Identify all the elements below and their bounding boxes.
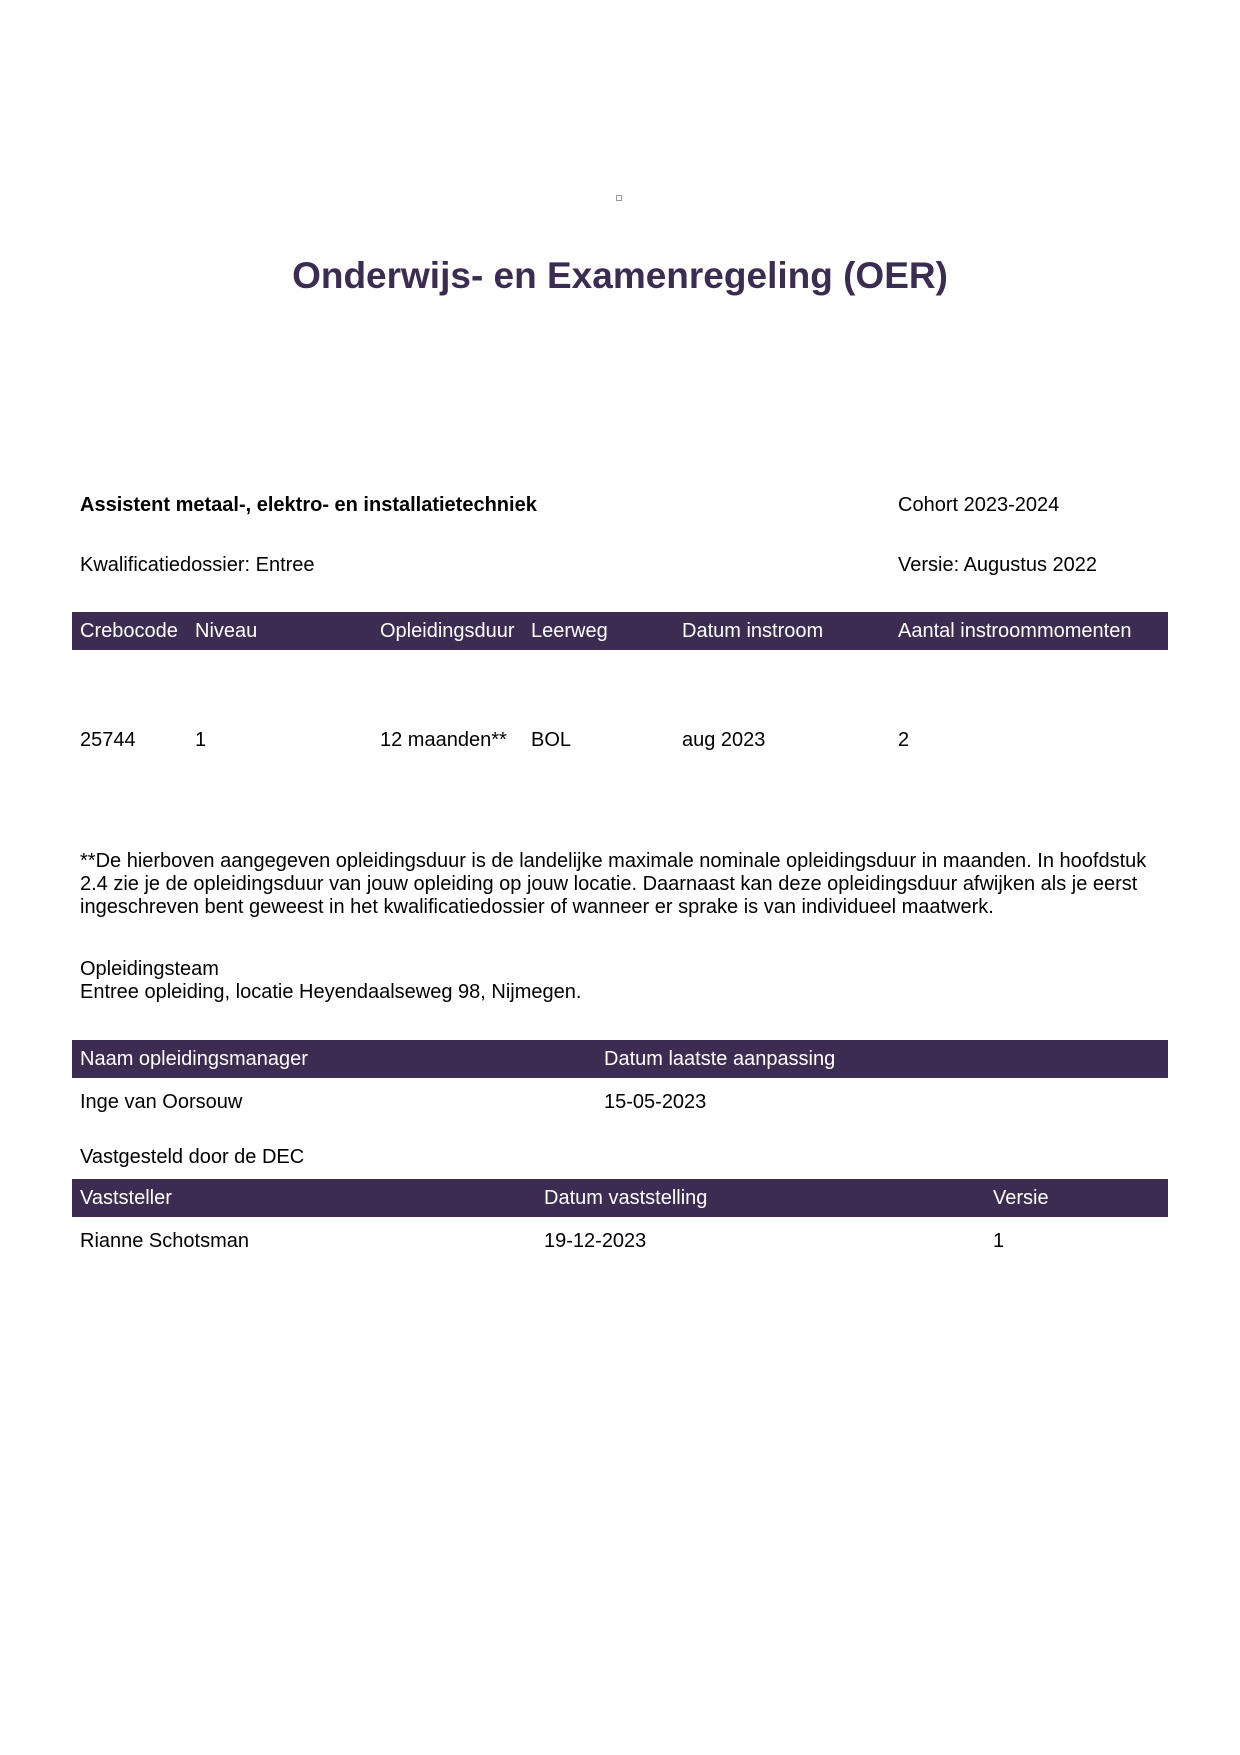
header-opleidingsduur: Opleidingsduur [380,620,515,642]
adopted-by-label: Vastgesteld door de DEC [80,1146,305,1168]
cohort-label: Cohort 2023-2024 [898,494,1060,516]
team-label: Opleidingsteam [80,958,219,980]
cell-leerweg: BOL [531,729,572,751]
team-location: Entree opleiding, locatie Heyendaalseweg 98, Nijmegen. [80,981,582,1003]
cell-vaststeller: Rianne Schotsman [80,1230,249,1252]
cell-aantal-instroommomenten: 2 [898,729,910,751]
adoption-table-header [72,1179,1168,1217]
header-naam-opleidingsmanager: Naam opleidingsmanager [80,1048,308,1070]
program-table-header [72,612,1168,650]
cell-crebocode: 25744 [80,729,136,751]
cell-versie: 1 [993,1230,1005,1252]
education-team [80,958,581,1004]
program-name: Assistent metaal-, elektro- en installatietechniek [80,494,537,516]
cell-datum-instroom: aug 2023 [682,729,766,751]
cell-datum-vaststelling: 19-12-2023 [544,1230,647,1252]
cell-last-modified: 15-05-2023 [604,1091,707,1113]
header-datum-laatste-aanpassing: Datum laatste aanpassing [604,1048,836,1070]
header-versie: Versie [993,1187,1049,1209]
cell-manager-name: Inge van Oorsouw [80,1091,243,1113]
qualification-dossier: Kwalificatiedossier: Entree [80,554,315,576]
header-datum-instroom: Datum instroom [682,620,824,642]
header-vaststeller: Vaststeller [80,1187,172,1209]
header-datum-vaststelling: Datum vaststelling [544,1187,708,1209]
manager-table-header [72,1040,1168,1078]
header-crebocode: Crebocode [80,620,178,642]
duration-footnote: **De hierboven aangegeven opleidingsduur is de landelijke maximale nominale opleidingsduur in maanden. In hoofdstuk 2.4 zie je de opleidingsduur van jouw opleiding op jouw locatie. Daarnaast kan deze opleidingsduur afwijken als je eerst ingeschreven bent geweest in het kwalificatiedossier of wanneer er sprake is van individueel maatwerk. [80,850,1147,918]
header-niveau: Niveau [195,620,258,642]
header-aantal-instroommomenten: Aantal instroommomenten [898,620,1132,642]
logo-image-placeholder [616,195,622,201]
document-title: Onderwijs- en Examenregeling (OER) [292,255,948,296]
cell-opleidingsduur: 12 maanden** [380,729,507,751]
version-label: Versie: Augustus 2022 [898,554,1098,576]
header-leerweg: Leerweg [531,620,608,642]
cell-niveau: 1 [195,729,207,751]
